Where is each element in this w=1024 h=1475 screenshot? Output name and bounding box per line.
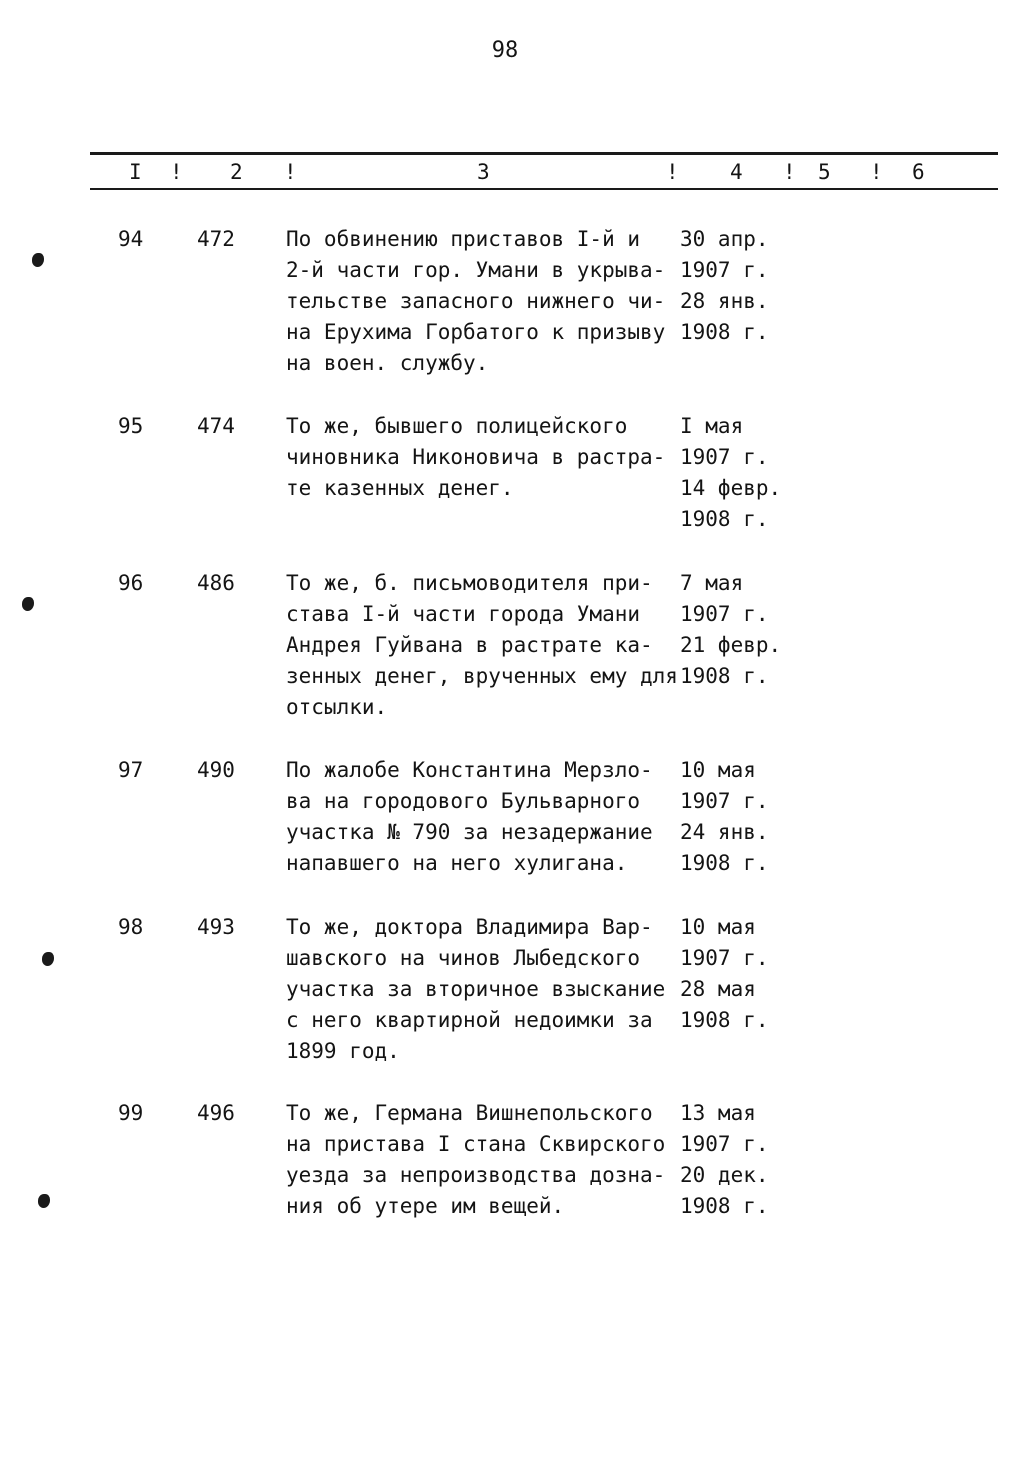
binder-hole-mark: [32, 253, 44, 267]
table-header-bottom-rule: [90, 188, 998, 190]
header-separator: !: [170, 160, 183, 184]
entry-dates: 10 мая 1907 г. 28 мая 1908 г.: [680, 915, 769, 1032]
binder-hole-mark: [42, 952, 54, 966]
entry-number: 98: [118, 915, 144, 939]
case-number: 472: [197, 227, 235, 251]
binder-hole-mark: [22, 597, 34, 611]
entry-number: 97: [118, 758, 144, 782]
entry-dates: I мая 1907 г. 14 февр. 1908 г.: [680, 414, 782, 531]
header-col-4: 4: [730, 160, 743, 184]
case-number: 490: [197, 758, 235, 782]
page-number: 98: [491, 38, 519, 63]
table-header-top-rule: [90, 152, 998, 155]
case-number: 493: [197, 915, 235, 939]
entry-description: По жалобе Константина Мерзло- ва на городового Бульварного участка № 790 за незадержание напавшего на него хулигана.: [286, 758, 653, 875]
header-separator: !: [870, 160, 883, 184]
case-number: 486: [197, 571, 235, 595]
header-col-5: 5: [818, 160, 831, 184]
entry-dates: 30 апр. 1907 г. 28 янв. 1908 г.: [680, 227, 769, 344]
entry-dates: 13 мая 1907 г. 20 дек. 1908 г.: [680, 1101, 769, 1218]
entry-description: То же, б. письмоводителя при- става I-й части города Умани Андрея Гуйвана в растрате ка- зенных денег, врученных ему для отсылки.: [286, 571, 678, 719]
entry-description: То же, Германа Вишнепольского на пристава I стана Сквирского уезда за непроизводства дозна- ния об утере им вещей.: [286, 1101, 666, 1218]
entry-description: То же, бывшего полицейского чиновника Никоновича в растра- те казенных денег.: [286, 414, 666, 500]
entry-dates: 7 мая 1907 г. 21 февр. 1908 г.: [680, 571, 782, 688]
entry-dates: 10 мая 1907 г. 24 янв. 1908 г.: [680, 758, 769, 875]
case-number: 474: [197, 414, 235, 438]
header-separator: !: [783, 160, 796, 184]
entry-number: 96: [118, 571, 144, 595]
header-col-2: 2: [230, 160, 243, 184]
entry-number: 99: [118, 1101, 144, 1125]
header-separator: !: [284, 160, 297, 184]
entry-number: 95: [118, 414, 144, 438]
binder-hole-mark: [38, 1194, 50, 1208]
entry-description: По обвинению приставов I-й и 2-й части гор. Умани в укрыва- тельстве запасного нижнего чи- на Ерухима Горбатого к призыву на воен. службу.: [286, 227, 666, 375]
entry-number: 94: [118, 227, 144, 251]
entry-description: То же, доктора Владимира Вар- шавского на чинов Лыбедского участка за вторичное взыскание с него квартирной недоимки за 1899 год.: [286, 915, 666, 1063]
header-col-6: 6: [912, 160, 925, 184]
header-separator: !: [666, 160, 679, 184]
header-col-3: 3: [477, 160, 490, 184]
case-number: 496: [197, 1101, 235, 1125]
header-col-1: I: [129, 160, 142, 184]
